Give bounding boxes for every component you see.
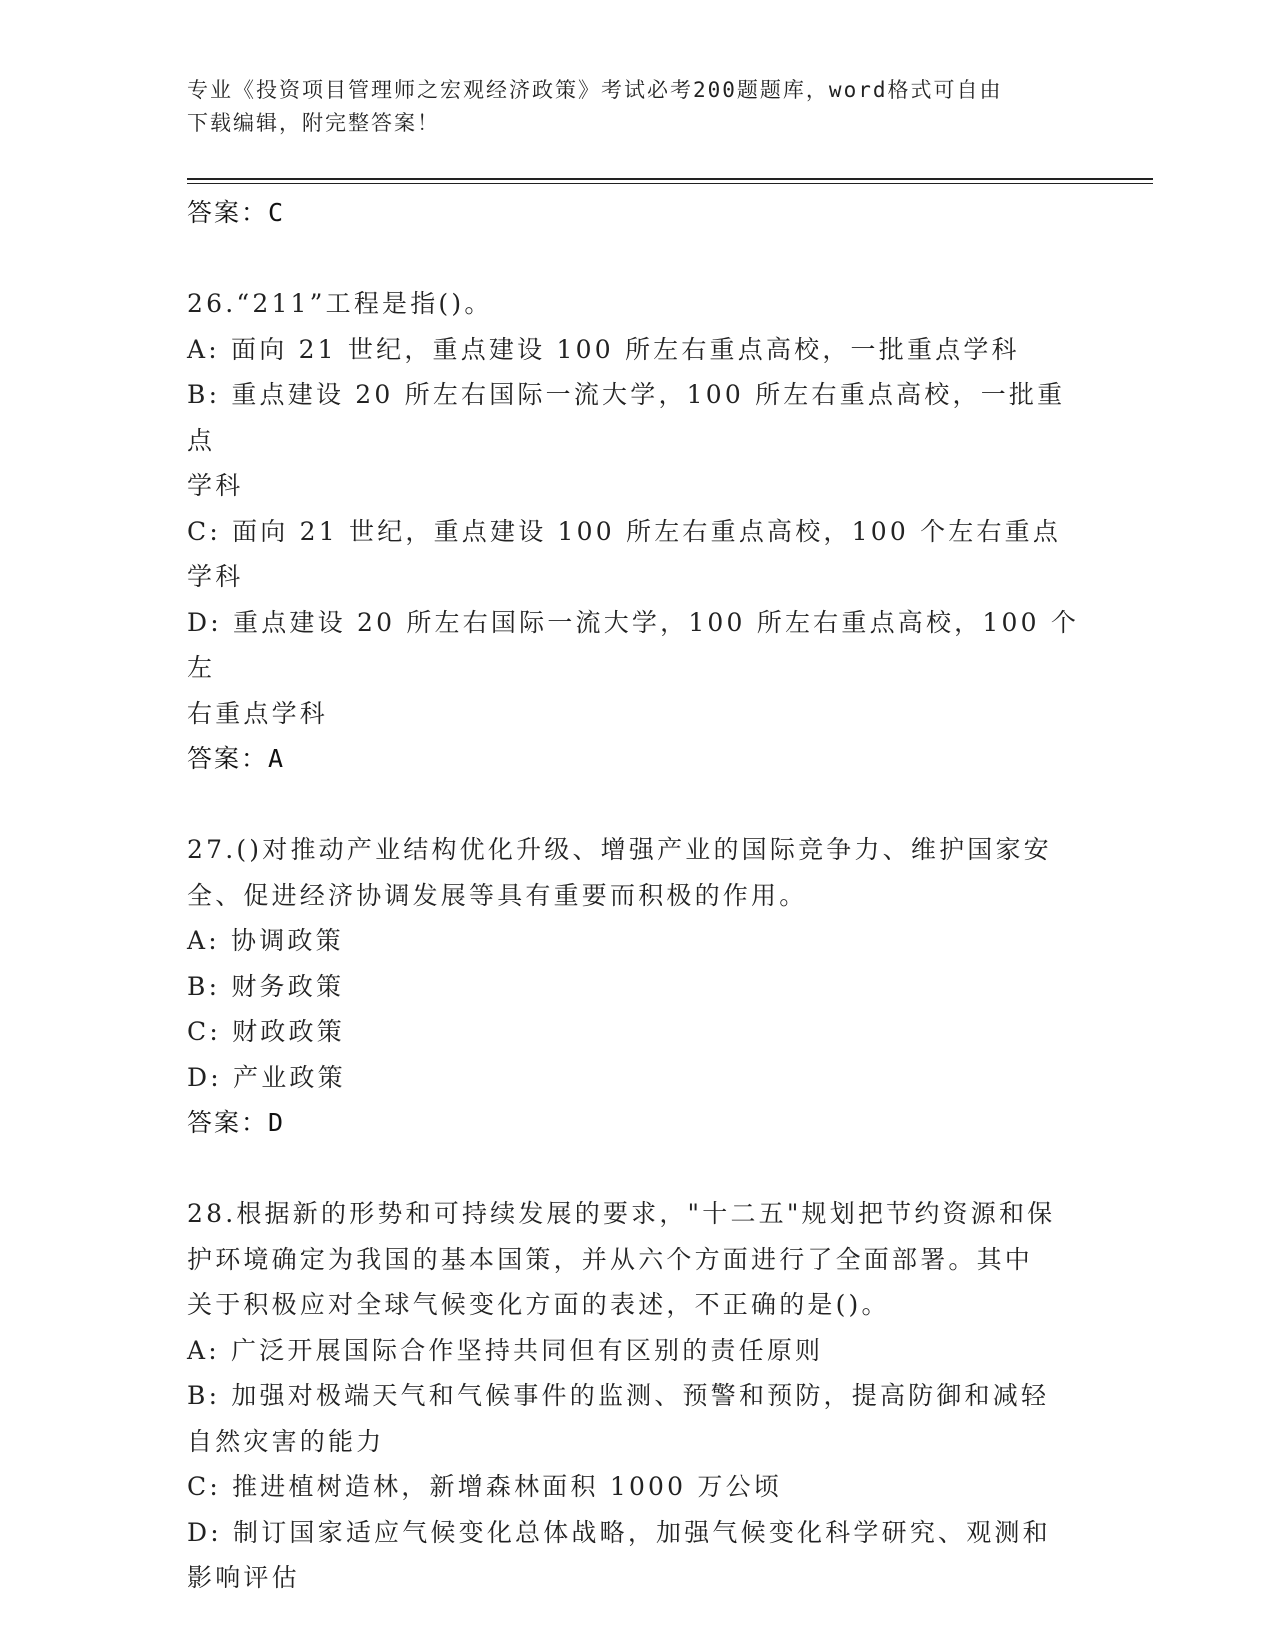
answer-value: D: [268, 1108, 286, 1137]
answer-value: C: [268, 198, 286, 227]
option-b: B: 财务政策: [187, 971, 345, 1001]
option-c: C: 推进植树造林，新增森林面积 1000 万公顷: [187, 1472, 783, 1501]
option-text: 自然灾害的能力: [187, 1426, 385, 1456]
question-block: [187, 827, 1087, 1146]
question-stem: 26.“211”工程是指()。: [187, 289, 493, 318]
answer-prefix: 答案：: [187, 198, 269, 227]
answer-line: [187, 1100, 1087, 1146]
option-text: 学科: [187, 471, 244, 500]
question-stem: 关于积极应对全球气候变化方面的表述，不正确的是()。: [187, 1290, 890, 1319]
question-list: [187, 190, 1087, 1601]
option-text: 右重点学科: [187, 698, 329, 728]
answer-value: A: [268, 744, 286, 773]
answer-line: [187, 190, 1087, 236]
option-d: D: 产业政策: [187, 1062, 346, 1092]
option-text: D: 重点建设 20 所左右国际一流大学，100 所左右重点高校，100 个左: [187, 607, 1080, 682]
option-text: B: 加强对极端天气和气候事件的监测、预警和预防，提高防御和减轻: [187, 1381, 1050, 1410]
option-a: A: 广泛开展国际合作坚持共同但有区别的责任原则: [187, 1335, 824, 1365]
option-c: [187, 509, 1087, 600]
question-stem: 27.()对推动产业结构优化升级、增强产业的国际竞争力、维护国家安: [187, 835, 1052, 864]
question-block: [187, 1191, 1087, 1601]
page-header: [187, 74, 1087, 140]
answer-line: [187, 736, 1087, 782]
option-d: [187, 1510, 1087, 1601]
header-line: 下载编辑，附完整答案！: [187, 111, 440, 135]
question-stem: 全、促进经济协调发展等具有重要而积极的作用。: [187, 880, 808, 910]
option-text: A: 面向 21 世纪，重点建设 100 所左右重点高校，一批重点学科: [187, 334, 1020, 364]
option-a: A: 协调政策: [187, 926, 344, 955]
option-b: [187, 1373, 1087, 1464]
option-text: B: 重点建设 20 所左右国际一流大学，100 所左右重点高校，一批重点: [187, 380, 1066, 455]
question-stem: 护环境确定为我国的基本国策，并从六个方面进行了全面部署。其中: [187, 1244, 1034, 1274]
option-c: C: 财政政策: [187, 1017, 345, 1046]
option-d: [187, 600, 1087, 737]
option-b: [187, 372, 1087, 509]
option-text: C: 面向 21 世纪，重点建设 100 所左右重点高校，100 个左右重点学科: [187, 516, 1062, 591]
answer-prefix: 答案：: [187, 1108, 269, 1137]
option-text: D: 制订国家适应气候变化总体战略，加强气候变化科学研究、观测和: [187, 1517, 1051, 1547]
question-stem: 28.根据新的形势和可持续发展的要求，"十二五"规划把节约资源和保: [187, 1199, 1056, 1228]
header-line: 专业《投资项目管理师之宏观经济政策》考试必考200题题库，word格式可自由: [187, 78, 1003, 102]
option-text: 影响评估: [187, 1563, 300, 1592]
answer-prefix: 答案：: [187, 744, 269, 773]
question-block: [187, 281, 1087, 782]
header-divider-thick: [187, 178, 1153, 180]
option-a: [187, 327, 1087, 373]
header-divider-thin: [187, 183, 1153, 184]
